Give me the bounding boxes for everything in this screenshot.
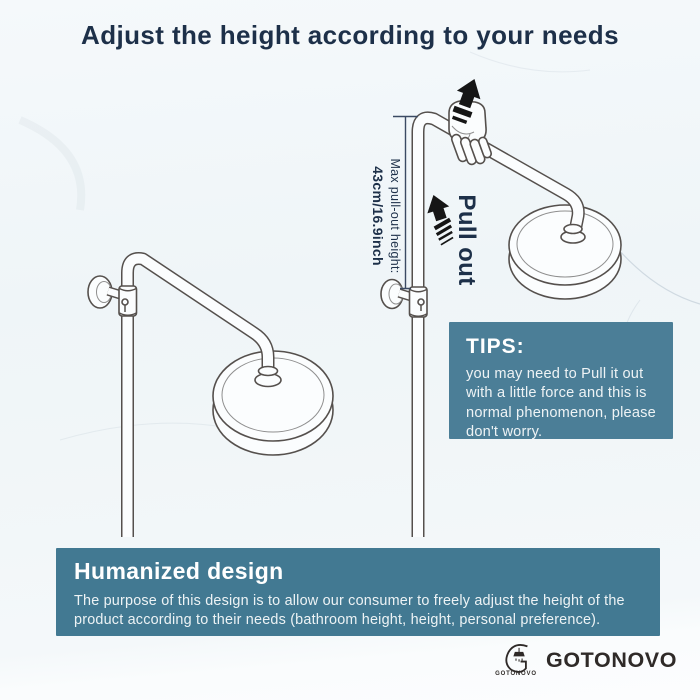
humanized-heading: Humanized design — [74, 558, 284, 584]
tips-line: you may need to Pull it out — [466, 366, 644, 382]
tips-box — [449, 322, 673, 439]
shower-drawing-lowered — [88, 259, 333, 537]
humanized-line: The purpose of this design is to allow our consumer to freely adjust the height of the — [74, 593, 625, 609]
shower-arm-nut — [561, 225, 585, 244]
shower-icon — [514, 648, 524, 662]
shower-drawing-raised — [381, 75, 621, 537]
brand-name: GOTONOVO — [546, 648, 678, 672]
pull-out-label: Pull out — [453, 194, 480, 286]
g-emblem-icon — [495, 641, 537, 673]
tips-heading: TIPS: — [466, 335, 525, 358]
height-slider-clamp — [119, 286, 137, 316]
height-slider-clamp — [410, 287, 428, 317]
max-height-value: 43cm/16.9inch — [369, 166, 386, 266]
tips-line: normal phenomenon, please — [466, 404, 656, 421]
page-title: Adjust the height according to your needs — [81, 20, 619, 50]
tips-line: with a little force and this is — [466, 385, 647, 402]
brand-logo — [495, 641, 677, 677]
humanized-line: product according to their needs (bathroom height, height, personal preference). — [74, 611, 601, 628]
brand-emblem-caption: GOTONOVO — [495, 671, 537, 677]
max-height-text: Max pull-out height: — [388, 158, 402, 274]
tips-line: don't worry. — [466, 424, 543, 441]
max-pullout-height-label — [365, 131, 403, 301]
brand-emblem — [495, 641, 537, 677]
wall-mount-flange — [88, 276, 121, 308]
shower-arm-nut — [255, 367, 281, 387]
humanized-design-box — [56, 548, 660, 636]
